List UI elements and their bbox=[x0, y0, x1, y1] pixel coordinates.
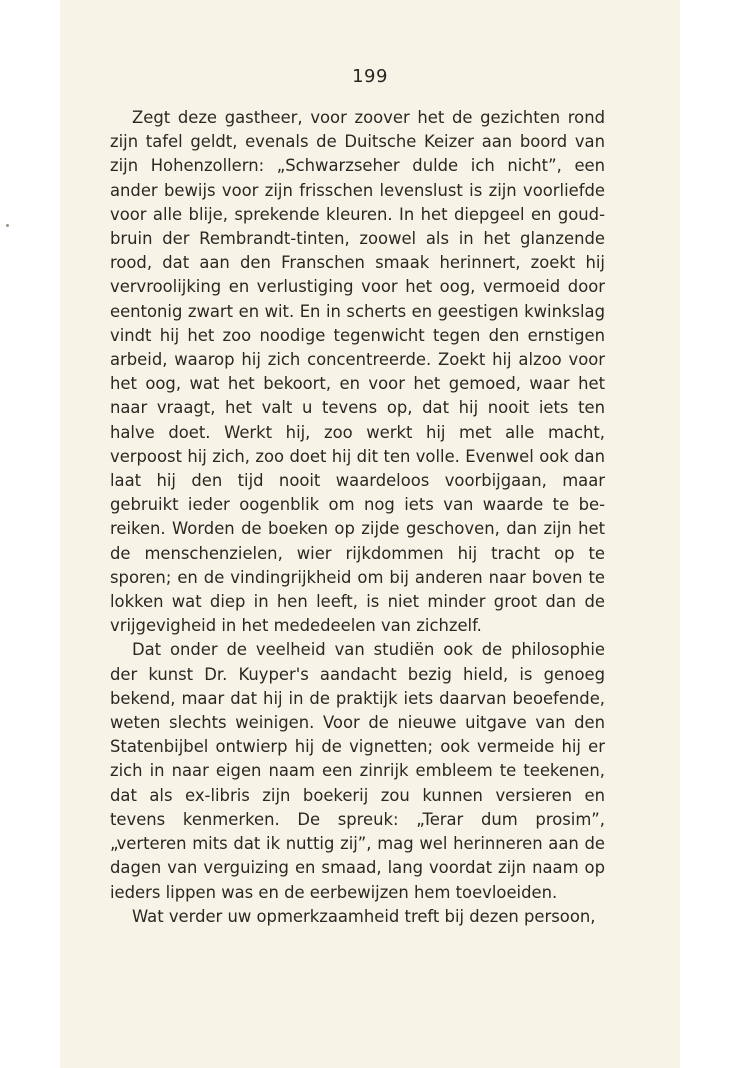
book-page bbox=[60, 0, 680, 1068]
page-body bbox=[110, 106, 605, 929]
scan-speck bbox=[6, 224, 9, 227]
paragraph-2: Dat onder de veelheid van studiën ook de philosophie der kunst Dr. Kuyper's aandacht bezig hield, is genoeg bekend, maar dat hij in de praktijk iets daarvan beoefende, weten slechts weinigen. Voor de nieuwe uitgave van den Statenbijbel ontwierp hij de vignetten; ook vermeide hij er zich in naar eigen naam een zinrijk embleem te teekenen, dat als ex-libris zijn boekerij zou kunnen versieren en tevens kenmerken. De spreuk: „Terar dum prosim”, „verteren mits dat ik nuttig zij”, mag wel herinneren aan de dagen van verguizing en smaad, lang voordat zijn naam op ieders lippen was en de eerbewijzen hem toevloeiden. bbox=[110, 640, 605, 902]
page-number: 199 bbox=[352, 66, 388, 87]
paragraph-1: Zegt deze gastheer, voor zoover het de gezichten rond zijn tafel geldt, evenals de Duitsche Keizer aan boord van zijn Hohenzollern: „Schwarzseher dulde ich nicht”, een ander bewijs voor zijn frisschen levenslust is zijn voorliefde voor alle blije, sprekende kleuren. In het diepgeel en goudbruin der Rembrandt-tinten, zoowel als in het glanzende rood, dat aan den Franschen smaak herinnert, zoekt hij vervroolijking en verlustiging voor het oog, vermoeid door eentonig zwart en wit. En in scherts en geestigen kwinkslag vindt hij het zoo noodige tegenwicht tegen den ernstigen arbeid, waarop hij zich concentreerde. Zoekt hij alzoo voor het oog, wat het bekoort, en voor het gemoed, waar het naar vraagt, het valt u tevens op, dat hij nooit iets ten halve doet. Werkt hij, zoo werkt hij met alle macht, verpoost hij zich, zoo doet hij dit ten volle. Evenwel ook dan laat hij den tijd nooit waardeloos voorbijgaan, maar gebruikt ieder oogenblik om nog iets van waarde te bereiken. Worden de boeken op zijde geschoven, dan zijn het de menschenzielen, wier rijkdommen hij tracht op te sporen; en de vindingrijkheid om bij anderen naar boven te lokken wat diep in hen leeft, is niet minder groot dan de vrijgevigheid in het mededeelen van zichzelf. bbox=[110, 108, 605, 636]
paragraph-3: Wat verder uw opmerkzaamheid treft bij dezen persoon, bbox=[132, 906, 596, 926]
